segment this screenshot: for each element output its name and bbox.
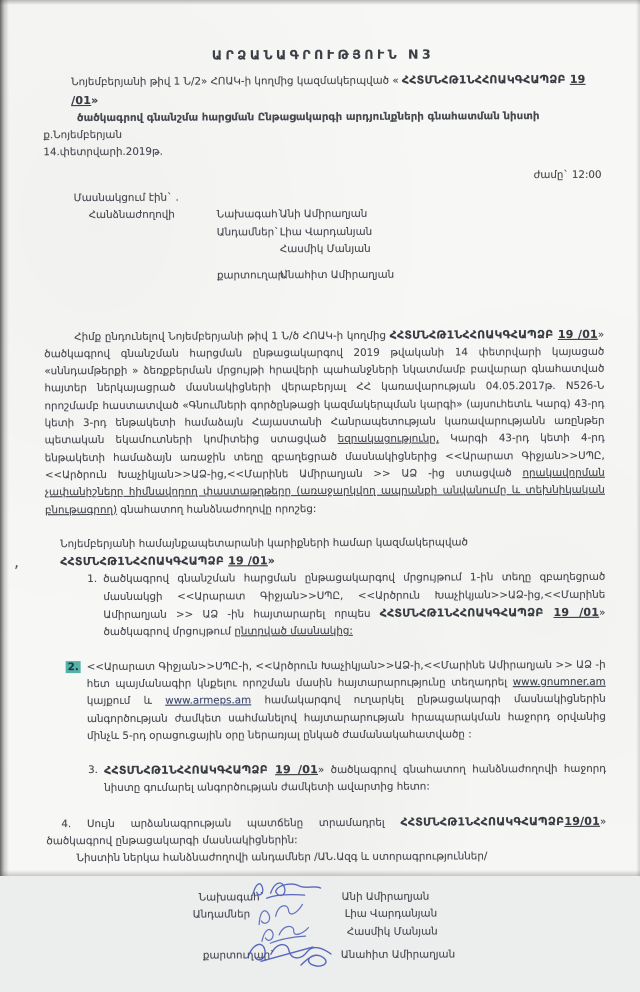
- item-2-text: համակարգով ուղարկել ընթացակարգի մասնակիցներին անգործության ժամկետ սահմանելով հայտարարության հրապարակման հաջորդ օրվանից մինչև 5-րդ օրացուցային օրը ներառյալ ընկած ժամանակահատվածը :: [86, 692, 606, 742]
- decision-item-3: [88, 760, 606, 798]
- item-3-text: » ծածկագրով գնահատող հանձնաժողովի հաջորդ նիստը գումարել անգործության ժամկետի ավարտից հետո:: [104, 762, 607, 795]
- item-2-text: <<Արարատ Գիջյան>>ՍՊԸ-ի, <<Արծրուն Խաչիկյան>>ԱՁ-ի,<<Մարինե Ամիրաղյան >> ԱՁ -ի հետ պայմանագիր կնքելու որոշման մասին հայտարարությունը տեղադրել: [86, 658, 606, 690]
- scan-edge-top: [0, 0, 640, 5]
- participants-row: [89, 266, 604, 286]
- secretary-name: Անահիտ Ամիրաղյան: [279, 268, 395, 282]
- procurement-code-number: 19 /01: [557, 327, 598, 341]
- header-date: 14.փետրվարի.2019թ.: [43, 146, 163, 159]
- procurement-code: ՀՀՏՄՆՀԹ1ՆՀՀՈԱԿԳՀԱՊՁԲ: [104, 763, 269, 778]
- header-line-2: ծածկագրով գնանշմա հարցման Ընթացակարգի արդյունքների գնահատման նիստի: [76, 109, 540, 124]
- selected-participant-underline: ընտրված մասնակից:: [234, 625, 353, 638]
- participants-row: [89, 205, 604, 225]
- signature-block: [47, 879, 607, 991]
- participants-table: [89, 205, 604, 285]
- main-text: գնահատող հանձնաժողովը որոշեց:: [116, 502, 317, 516]
- procurement-code-number: 19 /01: [275, 763, 318, 777]
- sig-secretary-name: Անահիտ Ամիրաղյան: [340, 948, 456, 961]
- member-name: Հասմիկ Մանյան: [279, 242, 371, 256]
- sig-chair-name: Անի Ամիրաղյան: [341, 890, 430, 903]
- secretary-label: քարտուղար`: [216, 269, 290, 282]
- item-2-text: կայքում և: [86, 694, 166, 708]
- members-label: Անդամներ`: [216, 225, 280, 239]
- decision-intro-text: Նոյեմբերյանի համայնքապետարանի կարիքների համար կազմակերպված: [60, 536, 468, 550]
- committee-label: Հանձնաժողովի: [88, 209, 175, 222]
- participants-intro: Մասնակցում էին` .: [73, 191, 179, 205]
- scan-edge-right: [636, 0, 640, 876]
- procurement-code: ՀՀՏՄՆՀԹ1ՆՀՀՈԱԿԳՀԱՊՁԲ: [400, 814, 565, 829]
- sig-members-label: Անդամներ: [192, 907, 251, 921]
- procurement-code: ՀՀՏՄՆՀԹ1ՆՀՀՈԱԿԳՀԱՊՁԲ: [401, 73, 566, 87]
- item-2-marker-highlighted: 2.: [67, 660, 79, 673]
- item-3-marker: 3.: [88, 764, 98, 777]
- chair-label: Նախագահ`: [216, 208, 283, 221]
- main-text: » ծածկագրով գնանշման հարցման ընթացակարգով 2019 թվականի 14 փետրվարի կայացած «սննդամթերքի » ձեռքբերման մրցույթի հրավերի պահանջների նկատմամբ բավարար գնահատված հայտեր ներկայացրած մասնակիցների վերաբերյալ ՀՀ կառավարության 04.05.2017թ. N526-Ն որոշմամբ հաստատված «Գնումների գործընթացի կազմակերպման կարգի» (այսուհետև Կարգ) 43-րդ կետի 3-րդ ենթակետի համաձայն Հայաստանի Հանրապետության կառավարությանն առընթեր պետական եկամուտների կոմիտեից ստացված: [44, 328, 605, 447]
- header-line1-text: Նոյեմբերյանի թիվ 1 Ն/2» ՀՈԱԿ-ի կողմից կազմակերպված «: [71, 74, 402, 89]
- gnumner-link-text: www.gnumner.am: [512, 675, 606, 689]
- attendance-note: Նիստին ներկա հանձնաժողովի անդամներ /ԱՆ.Ազգ և ստորագրություններ/: [76, 850, 488, 865]
- procurement-code-number: 19 /01: [71, 73, 586, 107]
- header-city: ք.Նոյեմբերյան: [43, 129, 122, 142]
- item-1-marker: 1.: [87, 573, 98, 586]
- decision-item-4: [46, 812, 606, 850]
- scan-edge-left: [0, 0, 9, 876]
- scan-edge-bottom: [0, 870, 640, 876]
- member-name: Լիա Վարդանյան: [279, 225, 373, 238]
- underlined-conclusion: եզրակացությունը,: [337, 432, 440, 446]
- header-line1-close: »: [91, 93, 99, 107]
- underlined-criteria: որակավորման չափանիշները հիմնավորող փաստաթղթերը (առաջարկվող ապրանքի անվանումը և տեխնիկական բնութագրող): [44, 466, 605, 516]
- participants-row: [89, 240, 604, 260]
- armeps-link-text: www.armeps.am: [165, 694, 252, 707]
- main-text: Հիմք ընդունելով Նոյեմբերյանի թիվ 1 Ն/ծ ՀՈԱԿ-ի կողմից: [74, 329, 390, 343]
- item-3-body: [104, 760, 606, 798]
- procurement-code-number: 19 /01: [553, 605, 600, 620]
- sig-member2-name: Հասմիկ Մանյան: [346, 925, 438, 938]
- procurement-code: ՀՀՏՄՆՀԹ1ՆՀՀՈԱԿԳՀԱՊՁԲ: [379, 606, 544, 620]
- header-line-1: [71, 71, 603, 110]
- procurement-code: ՀՀՏՄՆՀԹ1ՆՀՀՈԱԿԳՀԱՊՁԲ: [389, 327, 554, 342]
- document-title: ԱՐՁԱՆԱԳՐՈՒԹՅՈՒՆ N3: [211, 46, 435, 63]
- main-paragraph: [44, 325, 605, 519]
- sig-secretary-label: քարտուղար`: [202, 948, 276, 962]
- item-2-body: [87, 656, 606, 745]
- item-1-body: [103, 569, 605, 641]
- procurement-code-number: 19 /01: [228, 554, 268, 568]
- chair-name: Անի Ամիրաղյան: [279, 208, 368, 221]
- participants-row: [89, 222, 604, 242]
- item-1-text: ծածկագրով գնանշման հարցման ընթացակարգով մրցույթում 1-ին տեղը զբաղեցրած մասնակցի <<Արարատ Գիջյան>>ՍՊԸ, <<Արծրուն Խաչիկյան>>ԱՁ-ից,<<Մարինե Ամիրաղյան >> ԱՁ -ին հայտարարել որպես: [103, 571, 606, 621]
- decision-item-1: [87, 569, 605, 641]
- main-text: Կարգի 43-րդ կետի 4-րդ ենթակետի համաձայն առաջին տեղը զբաղեցրած մասնակիցներից <<Արարատ Գիջյան>>ՍՊԸ, <<Արծրուն Խաչիկյան>>ԱՁ-ից,<<Մարինե Ամիրաղյան >> ԱՁ -ից ստացված: [44, 432, 605, 482]
- procurement-code: ՀՀՏՄՆՀԹ1ՆՀՀՈԱԿԳՀԱՊՁԲ: [60, 554, 225, 569]
- decision-item-2: [66, 656, 606, 745]
- decision-intro-close: »: [267, 554, 276, 568]
- item-1-text: » ծածկագրով մրցույթում: [103, 606, 606, 639]
- procurement-code-number: 19/01: [564, 814, 601, 828]
- item-4-text: » ծածկագրով ընթացակարգի մասնակիցներին:: [46, 815, 607, 848]
- signature-secretary-icon: [243, 937, 339, 971]
- decision-intro: [60, 534, 605, 572]
- scan-artifact-comma: ,: [14, 552, 20, 571]
- header-time: ժամը` 12:00: [533, 168, 602, 181]
- sig-chair-label: Նախագահ`: [198, 890, 265, 904]
- document-content: [43, 45, 607, 992]
- item-4-text: 4. Սույն արձանագրության պատճենը տրամադրել: [61, 816, 401, 830]
- sig-member1-name: Լիա Վարդանյան: [344, 907, 438, 920]
